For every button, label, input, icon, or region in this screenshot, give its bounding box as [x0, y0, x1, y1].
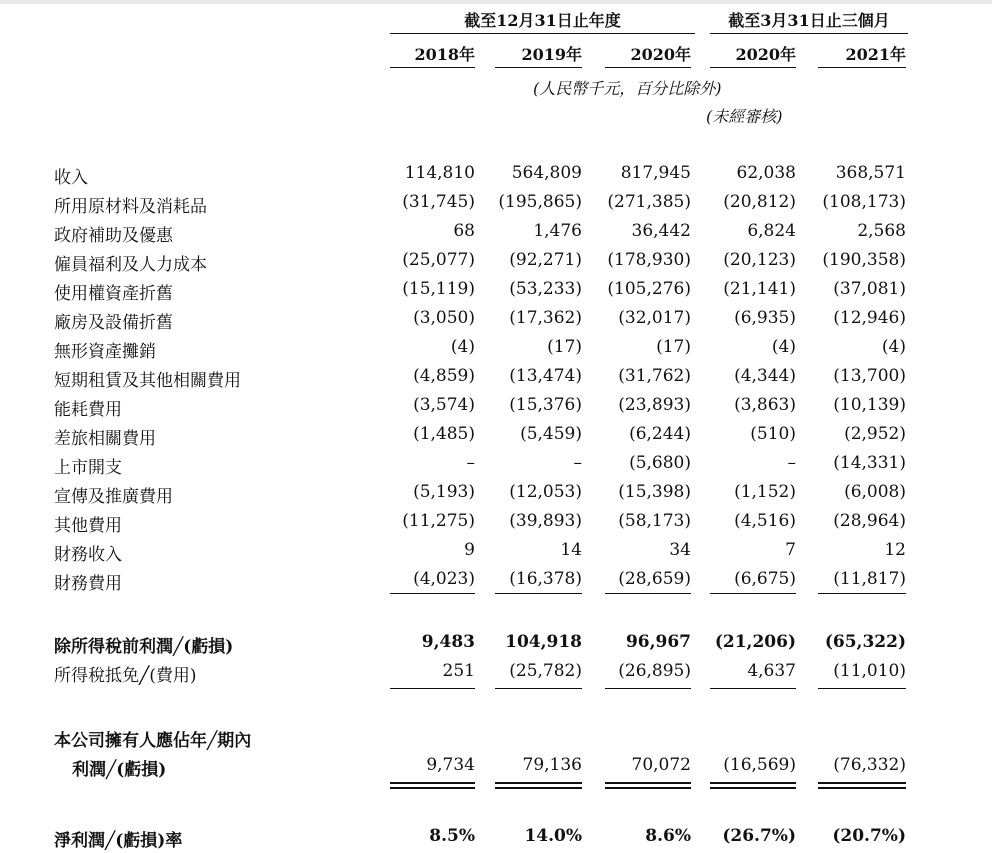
row-value: 12: [884, 540, 906, 560]
subtotal-rule-2020: [605, 593, 691, 594]
subtotal-rule-2019: [495, 593, 582, 594]
row-value: 14.0%: [524, 826, 582, 846]
row-value: 9,483: [421, 632, 475, 652]
row-value: 34: [669, 540, 691, 560]
row-value: 368,571: [835, 163, 906, 183]
tax-rule-2018: [390, 688, 475, 689]
row-value: 4,637: [747, 661, 796, 681]
row-value: –: [573, 453, 582, 473]
row-value: (17): [656, 337, 691, 357]
row-value: (271,385): [607, 192, 691, 212]
row-value: 68: [453, 221, 475, 241]
row-value: (12,053): [509, 482, 582, 502]
group-header-year-rule: [390, 33, 695, 34]
row-value: 9: [464, 540, 475, 560]
column-header-2020-q1: 2020年: [735, 45, 796, 64]
row-value: –: [787, 453, 796, 473]
row-value: (4,859): [413, 366, 475, 386]
row-value: (3,863): [734, 395, 796, 415]
unaudited-note: (未經審核): [706, 107, 783, 126]
row-value: (92,271): [509, 250, 582, 270]
row-label: 短期租賃及其他相關費用: [54, 371, 241, 391]
row-value: –: [466, 453, 475, 473]
row-label: 利潤╱(虧損): [72, 760, 167, 780]
tax-rule-2020-q1: [710, 688, 796, 689]
column-header-2018: 2018年: [414, 45, 475, 64]
row-value: 8.5%: [429, 826, 475, 846]
subtotal-rule-2018: [390, 593, 475, 594]
row-value: (178,930): [607, 250, 691, 270]
row-label: 其他費用: [54, 516, 122, 536]
row-value: (12,946): [833, 308, 906, 328]
group-header-quarter-rule: [710, 33, 908, 34]
column-rule-2021-q1: [818, 67, 906, 68]
row-label: 財務費用: [54, 574, 122, 594]
column-rule-2020: [605, 67, 691, 68]
row-value: 62,038: [736, 163, 796, 183]
row-label: 上市開支: [54, 458, 122, 478]
row-label: 宣傳及推廣費用: [54, 487, 173, 507]
row-value: (190,358): [822, 250, 906, 270]
row-value: (17): [547, 337, 582, 357]
tax-rule-2019: [495, 688, 582, 689]
row-value: (3,574): [413, 395, 475, 415]
row-value: (17,362): [509, 308, 582, 328]
row-value: (25,782): [509, 661, 582, 681]
row-value: (32,017): [618, 308, 691, 328]
row-value: 79,136: [522, 755, 582, 775]
column-rule-2018: [390, 67, 475, 68]
row-value: (37,081): [833, 279, 906, 299]
row-value: (65,322): [824, 632, 906, 652]
row-value: (14,331): [833, 453, 906, 473]
row-value: (16,569): [723, 755, 796, 775]
row-value: (28,964): [833, 511, 906, 531]
row-label: 財務收入: [54, 545, 122, 565]
row-value: 251: [442, 661, 475, 681]
row-value: 70,072: [631, 755, 691, 775]
row-value: (20,812): [723, 192, 796, 212]
row-value: (4,023): [413, 569, 475, 589]
total-double-rule-2020: [605, 782, 691, 789]
row-value: (6,675): [734, 569, 796, 589]
row-label: 差旅相關費用: [54, 429, 156, 449]
row-value: 96,967: [625, 632, 691, 652]
row-value: (39,893): [509, 511, 582, 531]
row-value: 2,568: [857, 221, 906, 241]
row-value: (58,173): [618, 511, 691, 531]
row-value: (6,008): [844, 482, 906, 502]
row-value: (26.7%): [722, 826, 796, 846]
row-value: (4): [450, 337, 475, 357]
subtotal-rule-2020-q1: [710, 593, 796, 594]
group-header-year: 截至12月31日止年度: [464, 11, 621, 30]
row-value: (15,376): [509, 395, 582, 415]
row-value: (4,516): [734, 511, 796, 531]
row-value: (4): [881, 337, 906, 357]
row-label: 能耗費用: [54, 400, 122, 420]
row-value: 9,734: [426, 755, 475, 775]
row-value: (28,659): [618, 569, 691, 589]
row-value: (53,233): [509, 279, 582, 299]
tax-rule-2020: [605, 688, 691, 689]
row-value: 6,824: [747, 221, 796, 241]
unit-note: (人民幣千元，百分比除外): [533, 79, 722, 98]
row-value: (23,893): [618, 395, 691, 415]
total-double-rule-2018: [390, 782, 475, 789]
row-value: (11,817): [833, 569, 906, 589]
row-label: 無形資產攤銷: [54, 342, 156, 362]
row-label: 淨利潤╱(虧損)率: [54, 831, 183, 851]
row-value: (510): [750, 424, 796, 444]
row-label: 僱員福利及人力成本: [54, 255, 207, 275]
row-value: (31,745): [402, 192, 475, 212]
row-label: 所用原材料及消耗品: [54, 197, 207, 217]
row-value: (26,895): [618, 661, 691, 681]
row-value: (16,378): [509, 569, 582, 589]
row-label: 所得稅抵免╱(費用): [54, 666, 197, 686]
row-value: (15,398): [618, 482, 691, 502]
row-value: (5,680): [629, 453, 691, 473]
row-value: (76,332): [833, 755, 906, 775]
row-value: (4): [771, 337, 796, 357]
column-header-2019: 2019年: [521, 45, 582, 64]
row-value: (105,276): [607, 279, 691, 299]
row-value: (195,865): [498, 192, 582, 212]
row-value: (108,173): [822, 192, 906, 212]
row-value: 564,809: [511, 163, 582, 183]
column-rule-2020-q1: [710, 67, 796, 68]
row-label: 除所得稅前利潤╱(虧損): [54, 637, 234, 657]
row-value: 817,945: [620, 163, 691, 183]
subtotal-rule-2021-q1: [818, 593, 906, 594]
row-value: (5,193): [413, 482, 475, 502]
row-value: (4,344): [734, 366, 796, 386]
row-value: (11,275): [402, 511, 475, 531]
row-value: (6,935): [734, 308, 796, 328]
row-value: (13,474): [509, 366, 582, 386]
total-double-rule-2021-q1: [818, 782, 906, 789]
row-value: (25,077): [402, 250, 475, 270]
row-value: 36,442: [631, 221, 691, 241]
column-header-2020: 2020年: [630, 45, 691, 64]
row-value: 1,476: [533, 221, 582, 241]
row-value: (11,010): [833, 661, 906, 681]
tax-rule-2021-q1: [818, 688, 906, 689]
row-label: 使用權資產折舊: [54, 284, 173, 304]
page-top-border: [0, 0, 992, 4]
column-header-2021-q1: 2021年: [845, 45, 906, 64]
row-value: (6,244): [629, 424, 691, 444]
group-header-quarter: 截至3月31日止三個月: [728, 11, 890, 30]
total-double-rule-2019: [495, 782, 582, 789]
row-value: (15,119): [402, 279, 475, 299]
row-value: (13,700): [833, 366, 906, 386]
row-value: (20.7%): [832, 826, 906, 846]
row-value: (21,141): [723, 279, 796, 299]
row-label: 收入: [54, 168, 88, 188]
row-value: (2,952): [844, 424, 906, 444]
row-value: 104,918: [505, 632, 582, 652]
row-value: (1,152): [734, 482, 796, 502]
column-rule-2019: [495, 67, 582, 68]
row-value: 14: [560, 540, 582, 560]
total-double-rule-2020-q1: [710, 782, 796, 789]
row-label: 廠房及設備折舊: [54, 313, 173, 333]
row-value: (21,206): [714, 632, 796, 652]
row-value: 114,810: [404, 163, 475, 183]
row-value: (3,050): [413, 308, 475, 328]
row-value: 7: [785, 540, 796, 560]
row-value: (1,485): [413, 424, 475, 444]
row-label: 政府補助及優惠: [54, 226, 173, 246]
row-value: (5,459): [520, 424, 582, 444]
row-label: 本公司擁有人應佔年╱期內: [54, 731, 252, 751]
row-value: (20,123): [723, 250, 796, 270]
row-value: 8.6%: [645, 826, 691, 846]
row-value: (10,139): [833, 395, 906, 415]
row-value: (31,762): [618, 366, 691, 386]
